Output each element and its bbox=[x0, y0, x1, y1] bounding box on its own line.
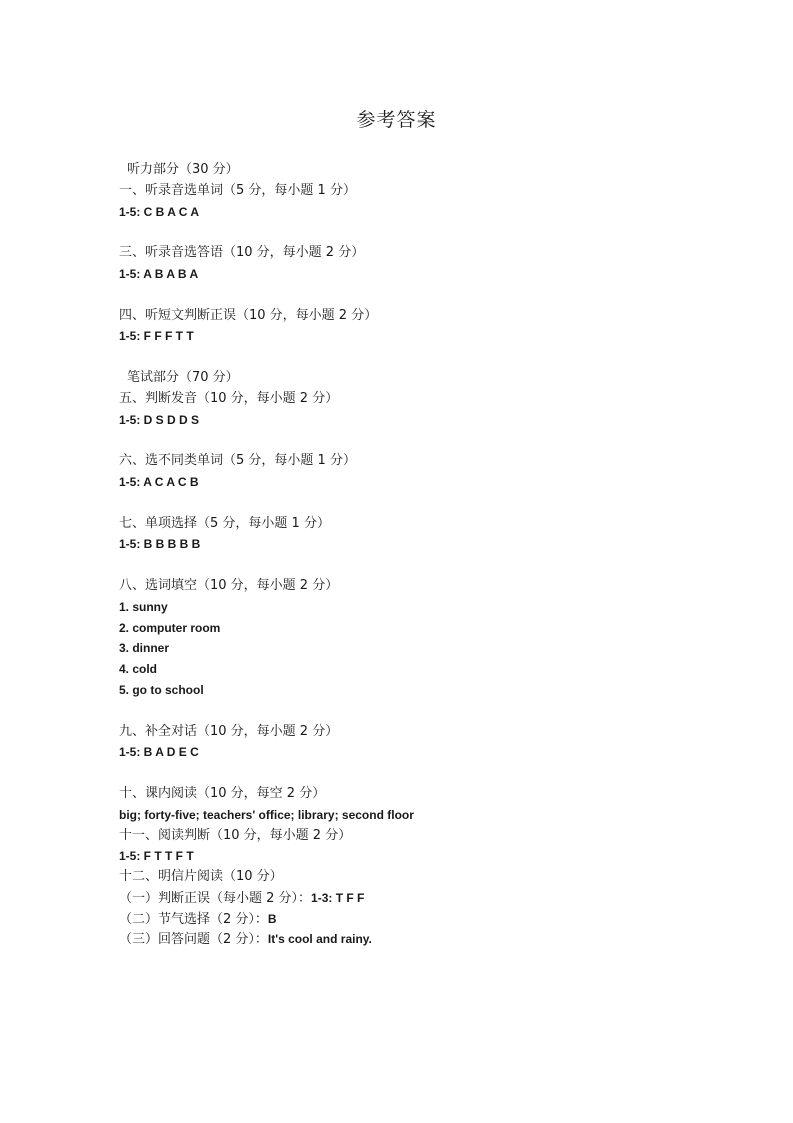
section-10-answer: big; forty-five; teachers' office; library; second floor bbox=[119, 807, 414, 822]
section-12-item-3 bbox=[119, 929, 739, 950]
writing-part-label: 笔试部分（70 分） bbox=[127, 369, 239, 385]
answer-key-content bbox=[119, 160, 739, 950]
section-4-answer: 1-5: F F F T T bbox=[119, 329, 194, 344]
section-8-answer-2: 2. computer room bbox=[119, 620, 221, 635]
section-4-heading: 四、听短文判断正误（10 分，每小题 2 分） bbox=[119, 307, 378, 323]
section-5-heading: 五、判断发音（10 分，每小题 2 分） bbox=[119, 390, 339, 406]
spacer bbox=[119, 493, 739, 514]
section-8-heading: 八、选词填空（10 分，每小题 2 分） bbox=[119, 577, 339, 593]
spacer bbox=[119, 430, 739, 451]
section-5-answer: 1-5: D S D D S bbox=[119, 412, 200, 427]
section-12-item-2 bbox=[119, 909, 739, 930]
section-12-item-2-answer: B bbox=[267, 911, 277, 926]
spacer bbox=[119, 701, 739, 722]
section-6-heading: 六、选不同类单词（5 分，每小题 1 分） bbox=[119, 453, 356, 469]
section-8-answer-3: 3. dinner bbox=[119, 641, 170, 656]
section-8-answer-4: 4. cold bbox=[119, 662, 158, 677]
section-11-heading: 十一、阅读判断（10 分，每小题 2 分） bbox=[119, 827, 352, 843]
listening-part-label: 听力部分（30 分） bbox=[127, 162, 239, 177]
section-12-item-1-answer: 1-3: T F F bbox=[311, 890, 365, 905]
spacer bbox=[119, 763, 739, 784]
section-12-item-2-label: （二）节气选择（2 分）： bbox=[119, 911, 268, 927]
section-12-item-3-answer: It's cool and rainy. bbox=[267, 932, 372, 947]
section-12-item-3-label: （三）回答问题（2 分）： bbox=[119, 932, 268, 948]
spacer bbox=[119, 347, 739, 368]
section-6-answer: 1-5: A C A C B bbox=[119, 474, 199, 489]
section-9-answer: 1-5: B A D E C bbox=[119, 745, 199, 760]
section-7-answer: 1-5: B B B B B bbox=[119, 537, 201, 552]
section-7-heading: 七、单项选择（5 分，每小题 1 分） bbox=[119, 515, 330, 531]
section-3-answer: 1-5: A B A B A bbox=[119, 266, 199, 281]
section-8-answer-1: 1. sunny bbox=[119, 599, 168, 614]
page-title: 参考答案 bbox=[356, 109, 437, 131]
section-1-heading: 一、听录音选单词（5 分，每小题 1 分） bbox=[119, 182, 356, 198]
spacer bbox=[119, 285, 739, 306]
section-11-answer: 1-5: F T T F T bbox=[119, 849, 194, 864]
section-12-item-1-label: （一）判断正误（每小题 2 分）： bbox=[119, 890, 312, 906]
section-12-heading: 十二、明信片阅读（10 分） bbox=[119, 869, 283, 885]
section-9-heading: 九、补全对话（10 分，每小题 2 分） bbox=[119, 723, 339, 739]
section-10-heading: 十、课内阅读（10 分，每空 2 分） bbox=[119, 785, 326, 801]
section-3-heading: 三、听录音选答语（10 分，每小题 2 分） bbox=[119, 245, 365, 261]
spacer bbox=[119, 555, 739, 576]
section-1-answer: 1-5: C B A C A bbox=[119, 204, 200, 219]
spacer bbox=[119, 222, 739, 243]
section-12-item-1 bbox=[119, 888, 739, 909]
section-8-answer-5: 5. go to school bbox=[119, 682, 204, 697]
